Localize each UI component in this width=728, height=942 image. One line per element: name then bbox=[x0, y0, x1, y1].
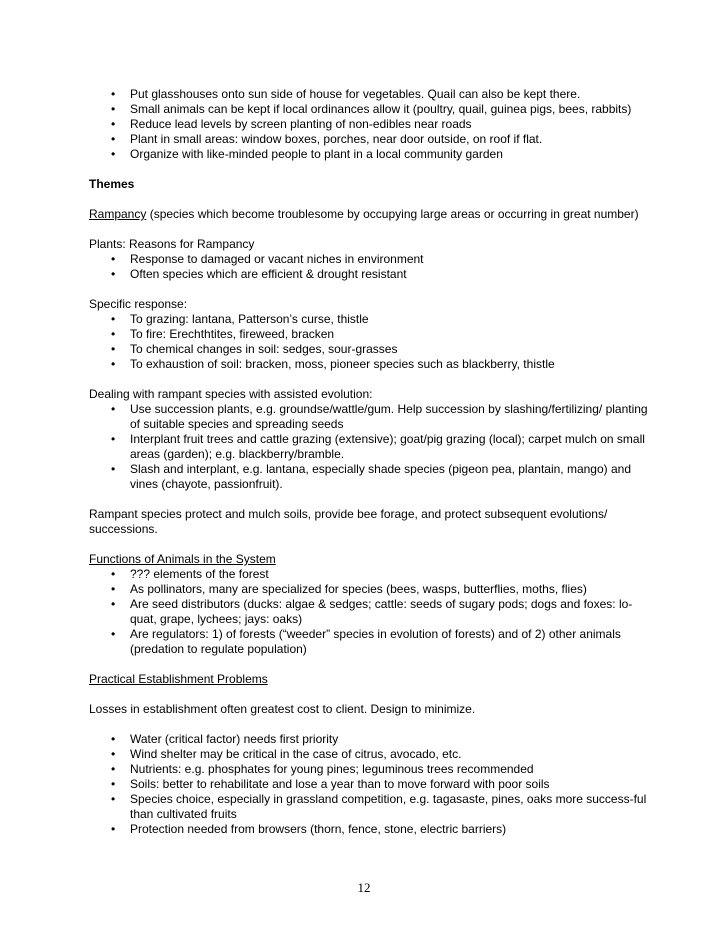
list-rampancy-reasons bbox=[89, 252, 649, 282]
list-item bbox=[89, 357, 649, 372]
list-item-text: Plant in small areas: window boxes, porches, near door outside, on roof if flat. bbox=[130, 132, 543, 146]
bullet-icon: • bbox=[111, 312, 116, 326]
bullet-icon: • bbox=[111, 582, 116, 596]
list-item-text: Often species which are efficient & drought resistant bbox=[130, 267, 407, 281]
list-item-text: To grazing: lantana, Patterson’s curse, thistle bbox=[130, 312, 369, 326]
list-item-text: Species choice, especially in grassland competition, e.g. tagasaste, pines, oaks more success-ful than cultivated fruits bbox=[130, 792, 647, 821]
list-item-text: Protection needed from browsers (thorn, fence, stone, electric barriers) bbox=[130, 822, 507, 836]
bullet-icon: • bbox=[111, 462, 116, 476]
list-item-text: Reduce lead levels by screen planting of non-edibles near roads bbox=[130, 117, 472, 131]
rampancy-term: Rampancy bbox=[89, 207, 147, 221]
list-item-text: Water (critical factor) needs first priority bbox=[130, 732, 339, 746]
list-item-text: To exhaustion of soil: bracken, moss, pioneer species such as blackberry, thistle bbox=[130, 357, 555, 371]
list-establishment-problems bbox=[89, 732, 649, 837]
list-item bbox=[89, 252, 649, 267]
page-number: 12 bbox=[357, 880, 371, 895]
list-item-text: Interplant fruit trees and cattle grazing (extensive); goat/pig grazing (local); carpet mulch on small areas (garden); e.g. blackberry/bramble. bbox=[130, 432, 645, 461]
list-item bbox=[89, 822, 649, 837]
bullet-icon: • bbox=[111, 147, 116, 161]
list-item-text: Are regulators: 1) of forests (“weeder” species in evolution of forests) and of 2) other animals (predation to regulate population) bbox=[130, 627, 621, 656]
list-item-text: Response to damaged or vacant niches in environment bbox=[130, 252, 424, 266]
list-item bbox=[89, 792, 649, 822]
list-item-text: Put glasshouses onto sun side of house for vegetables. Quail can also be kept there. bbox=[130, 87, 581, 101]
list-animal-functions bbox=[89, 567, 649, 657]
list-item-text: As pollinators, many are specialized for species (bees, wasps, butterflies, moths, flies) bbox=[130, 582, 587, 596]
dealing-heading: Dealing with rampant species with assisted evolution: bbox=[89, 387, 373, 401]
bullet-icon: • bbox=[111, 357, 116, 371]
bullet-icon: • bbox=[111, 792, 116, 806]
losses-paragraph: Losses in establishment often greatest cost to client. Design to minimize. bbox=[89, 702, 476, 716]
list-item bbox=[89, 777, 649, 792]
bullet-icon: • bbox=[111, 327, 116, 341]
list-item bbox=[89, 582, 649, 597]
list-dealing-methods bbox=[89, 402, 649, 492]
bullet-icon: • bbox=[111, 732, 116, 746]
bullet-icon: • bbox=[111, 777, 116, 791]
list-item bbox=[89, 627, 649, 657]
list-item-text: Small animals can be kept if local ordinances allow it (poultry, quail, guinea pigs, bees, rabbits) bbox=[130, 102, 632, 116]
list-specific-responses bbox=[89, 312, 649, 372]
specific-response-heading: Specific response: bbox=[89, 297, 188, 311]
list-item bbox=[89, 117, 649, 132]
page-content bbox=[89, 87, 649, 837]
list-item-text: Wind shelter may be critical in the case of citrus, avocado, etc. bbox=[130, 747, 462, 761]
list-item-text: Nutrients: e.g. phosphates for young pines; leguminous trees recommended bbox=[130, 762, 534, 776]
list-item bbox=[89, 402, 649, 432]
rampancy-definition: (species which become troublesome by occupying large areas or occurring in great number) bbox=[146, 207, 639, 221]
bullet-icon: • bbox=[111, 117, 116, 131]
bullet-icon: • bbox=[111, 87, 116, 101]
themes-heading: Themes bbox=[89, 177, 135, 191]
list-item bbox=[89, 102, 649, 117]
bullet-icon: • bbox=[111, 102, 116, 116]
list-item-text: ??? elements of the forest bbox=[130, 567, 269, 581]
list-item-text: Are seed distributors (ducks: algae & sedges; cattle: seeds of sugary pods; dogs and foxes: lo-quat, grape, lychees; jays: oaks) bbox=[130, 597, 633, 626]
list-item bbox=[89, 147, 649, 162]
list-item bbox=[89, 312, 649, 327]
bullet-icon: • bbox=[111, 132, 116, 146]
bullet-icon: • bbox=[111, 762, 116, 776]
list-item bbox=[89, 432, 649, 462]
list-item-text: Organize with like-minded people to plant in a local community garden bbox=[130, 147, 503, 161]
list-item-text: Slash and interplant, e.g. lantana, especially shade species (pigeon pea, plantain, mango) and vines (chayote, passionfruit). bbox=[130, 462, 632, 491]
list-item bbox=[89, 87, 649, 102]
list-item bbox=[89, 462, 649, 492]
bullet-icon: • bbox=[111, 567, 116, 581]
list-item-text: Soils: better to rehabilitate and lose a year than to move forward with poor soils bbox=[130, 777, 550, 791]
list-item bbox=[89, 762, 649, 777]
bullet-icon: • bbox=[111, 822, 116, 836]
bullet-icon: • bbox=[111, 252, 116, 266]
bullet-icon: • bbox=[111, 597, 116, 611]
list-item bbox=[89, 567, 649, 582]
list-item-text: To fire: Erechthtites, fireweed, bracken bbox=[130, 327, 335, 341]
list-item bbox=[89, 327, 649, 342]
plants-heading: Plants: Reasons for Rampancy bbox=[89, 237, 255, 251]
list-item-text: Use succession plants, e.g. groundse/wattle/gum. Help succession by slashing/fertilizing/ planting of suitable species and spreading seeds bbox=[130, 402, 648, 431]
list-item bbox=[89, 747, 649, 762]
list-item bbox=[89, 132, 649, 147]
bullet-icon: • bbox=[111, 432, 116, 446]
bullet-icon: • bbox=[111, 402, 116, 416]
list-garden-tips bbox=[89, 87, 649, 162]
list-item bbox=[89, 267, 649, 282]
functions-heading: Functions of Animals in the System bbox=[89, 552, 276, 566]
list-item bbox=[89, 342, 649, 357]
practical-heading: Practical Establishment Problems bbox=[89, 672, 268, 686]
list-item-text: To chemical changes in soil: sedges, sour-grasses bbox=[130, 342, 398, 356]
list-item bbox=[89, 597, 649, 627]
list-item bbox=[89, 732, 649, 747]
bullet-icon: • bbox=[111, 342, 116, 356]
bullet-icon: • bbox=[111, 627, 116, 641]
bullet-icon: • bbox=[111, 267, 116, 281]
bullet-icon: • bbox=[111, 747, 116, 761]
rampant-paragraph: Rampant species protect and mulch soils, provide bee forage, and protect subsequent evolutions/ successions. bbox=[89, 507, 608, 536]
rampancy-paragraph bbox=[89, 207, 649, 222]
